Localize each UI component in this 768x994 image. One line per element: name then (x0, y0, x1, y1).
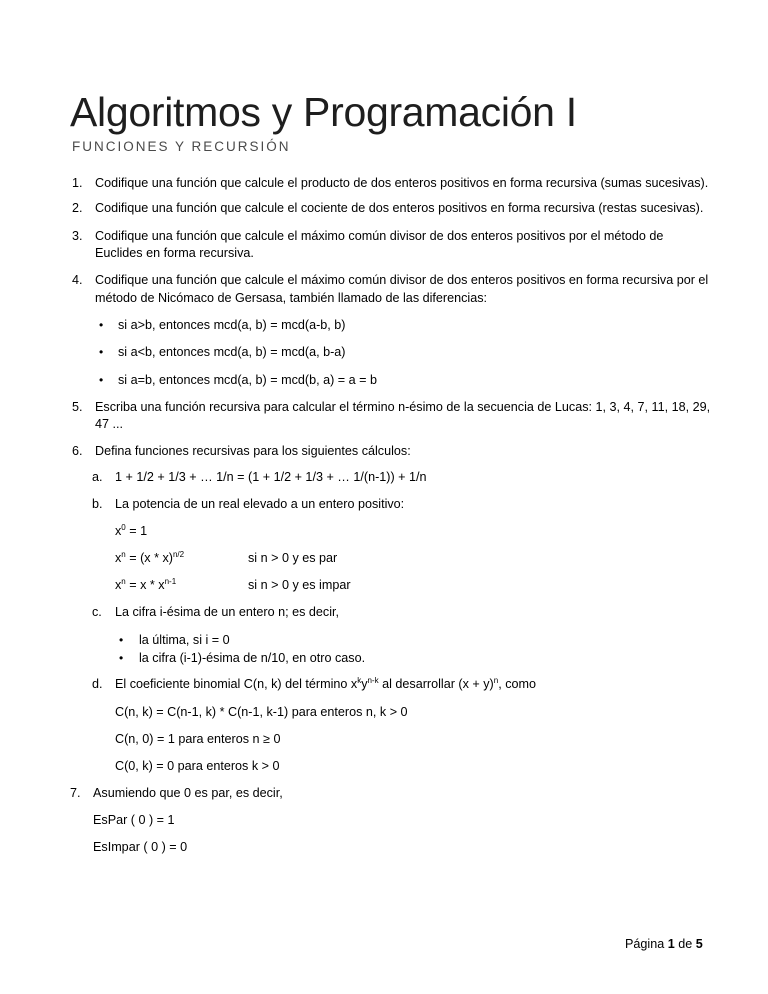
page-number: Página 1 de 5 (625, 937, 703, 951)
definition-row: EsPar ( 0 ) = 1 (93, 813, 175, 827)
subitem-label: c. (92, 605, 102, 619)
item-number: 3. (72, 229, 83, 243)
item-text: método de Nicómaco de Gersasa, también llamado de las diferencias: (95, 291, 488, 305)
document-subtitle: FUNCIONES Y RECURSIÓN (72, 139, 291, 154)
subitem-label: a. (92, 470, 103, 484)
binomial-rule: C(n, 0) = 1 para enteros n ≥ 0 (115, 732, 281, 746)
item-text: Codifique una función que calcule el producto de dos enteros positivos en forma recursiva (sumas sucesivas). (95, 176, 709, 190)
bullet-text: si a<b, entonces mcd(a, b) = mcd(a, b-a) (118, 345, 346, 359)
item-text: Defina funciones recursivas para los siguientes cálculos: (95, 444, 411, 458)
subitem-text: El coeficiente binomial C(n, k) del término $x^ky^{n-k}$ al desarrollar $(x + y)^n$, como (115, 676, 536, 691)
item-text: Codifique una función que calcule el cociente de dos enteros positivos en forma recursiva (restas sucesivas). (95, 201, 704, 215)
item-text: Euclides en forma recursiva. (95, 246, 254, 260)
item-number: 2. (72, 201, 83, 215)
formula-xn-odd: $x^n = x * x^{n-1}$ (115, 577, 177, 592)
formula-condition: si n > 0 y es par (248, 551, 338, 565)
subitem-text: 1 + 1/2 + 1/3 + … 1/n = (1 + 1/2 + 1/3 + … 1/(n-1)) + 1/n (115, 470, 427, 484)
binomial-rule: C(0, k) = 0 para enteros k > 0 (115, 759, 280, 773)
bullet-text: la última, si i = 0 (139, 633, 230, 647)
bullet-text: si a>b, entonces mcd(a, b) = mcd(a-b, b) (118, 318, 346, 332)
bullet-icon: • (99, 345, 104, 359)
document-title: Algoritmos y Programación I (70, 89, 577, 135)
bullet-icon: • (119, 651, 124, 665)
item-number: 1. (72, 176, 83, 190)
item-text: Codifique una función que calcule el máximo común divisor de dos enteros positivos en forma recursiva por el (95, 273, 709, 287)
item-number: 6. (72, 444, 83, 458)
bullet-text: si a=b, entonces mcd(a, b) = mcd(b, a) = a = b (118, 373, 378, 387)
definition-row: EsImpar ( 0 ) = 0 (93, 840, 188, 854)
formula-x0: $x^0 = 1$ (115, 523, 148, 538)
bullet-text: la cifra (i-1)-ésima de n/10, en otro caso. (139, 651, 366, 665)
item-number: 5. (72, 400, 83, 414)
binomial-rule: C(n, k) = C(n-1, k) * C(n-1, k-1) para enteros n, k > 0 (115, 705, 408, 719)
bullet-icon: • (99, 318, 104, 332)
item-number: 7. (70, 786, 81, 800)
item-text: Asumiendo que 0 es par, es decir, (93, 786, 283, 800)
item-number: 4. (72, 273, 83, 287)
item-text: Escriba una función recursiva para calcular el término n-ésimo de la secuencia de Lucas: 1, 3, 4, 7, 11, 18, 29, (95, 400, 711, 414)
subitem-text: La cifra i-ésima de un entero n; es decir, (115, 605, 340, 619)
subitem-label: d. (92, 677, 103, 691)
subitem-text: La potencia de un real elevado a un entero positivo: (115, 497, 405, 511)
subitem-label: b. (92, 497, 103, 511)
formula-condition: si n > 0 y es impar (248, 578, 351, 592)
formula-xn-even: $x^n = (x * x)^{n/2}$ (115, 550, 185, 565)
item-text: Codifique una función que calcule el máximo común divisor de dos enteros positivos por el método de (95, 229, 664, 243)
bullet-icon: • (119, 633, 124, 647)
bullet-icon: • (99, 373, 104, 387)
item-text: 47 ... (95, 417, 124, 431)
